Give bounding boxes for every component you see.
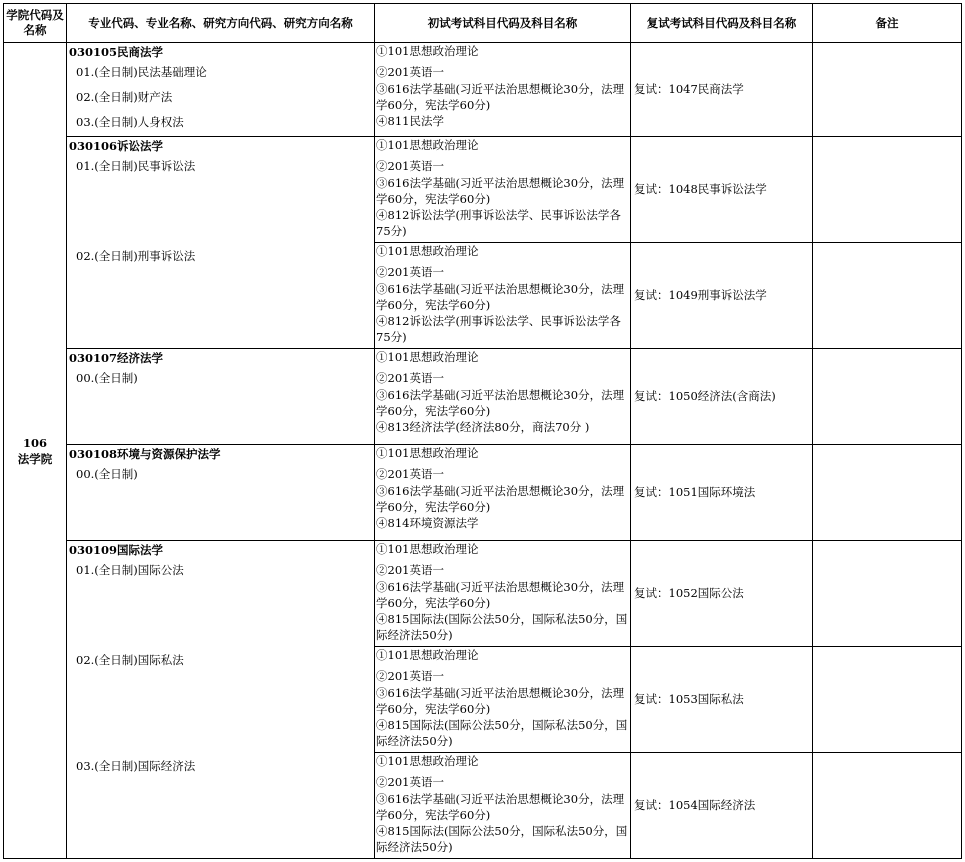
subject-item: ①101思想政治理论 xyxy=(376,542,479,556)
subject-item: ④815国际法(国际公法50分，国际私法50分，国际经济法50分) xyxy=(376,718,628,748)
college-name: 法学院 xyxy=(17,451,53,466)
table-row xyxy=(4,43,962,137)
subject-item: ④815国际法(国际公法50分，国际私法50分，国际经济法50分) xyxy=(376,824,628,854)
note-cell xyxy=(813,445,962,541)
admission-table xyxy=(3,3,962,859)
subject-item: ①101思想政治理论 xyxy=(376,44,479,58)
subject-item: ③616法学基础(习近平法治思想概论30分，法理学60分，宪法学60分) xyxy=(376,82,625,112)
major-cell xyxy=(67,349,375,445)
major-title: 030105民商法学 xyxy=(69,45,164,59)
subject-item: ①101思想政治理论 xyxy=(376,648,479,662)
retest-cell: 复试：1047民商法学 xyxy=(631,43,813,137)
direction-item: 03.(全日制)人身权法 xyxy=(76,115,184,129)
subject-item: ③616法学基础(习近平法治思想概论30分，法理学60分，宪法学60分) xyxy=(376,282,625,312)
subject-item: ③616法学基础(习近平法治思想概论30分，法理学60分，宪法学60分) xyxy=(376,580,625,610)
subject-item: ③616法学基础(习近平法治思想概论30分，法理学60分，宪法学60分) xyxy=(376,686,625,716)
direction-item: 01.(全日制)国际公法 xyxy=(76,563,184,577)
subject-item: ②201英语一 xyxy=(376,159,444,173)
subject-item: ④812诉讼法学(刑事诉讼法学、民事诉讼法学各75分) xyxy=(376,314,621,344)
subject-item: ①101思想政治理论 xyxy=(376,138,479,152)
retest-cell: 复试：1054国际经济法 xyxy=(631,753,813,859)
note-cell xyxy=(813,753,962,859)
direction-item: 02.(全日制)刑事诉讼法 xyxy=(76,248,196,263)
retest-cell: 复试：1048民事诉讼法学 xyxy=(631,137,813,243)
retest-cell: 复试：1049刑事诉讼法学 xyxy=(631,243,813,349)
header-note: 备注 xyxy=(813,4,962,43)
initial-subjects-cell xyxy=(375,349,631,445)
subject-item: ③616法学基础(习近平法治思想概论30分，法理学60分，宪法学60分) xyxy=(376,484,625,514)
table-body xyxy=(4,43,962,859)
retest-cell: 复试：1053国际私法 xyxy=(631,647,813,753)
major-title: 030107经济法学 xyxy=(69,351,164,365)
subject-item: ②201英语一 xyxy=(376,467,444,481)
subject-item: ④811民法学 xyxy=(376,114,444,128)
direction-item: 00.(全日制) xyxy=(76,371,138,385)
initial-subjects-cell xyxy=(375,541,631,647)
subject-item: ④813经济法学(经济法80分，商法70分 ) xyxy=(376,420,590,434)
table-row xyxy=(4,445,962,541)
direction-item: 02.(全日制)财产法 xyxy=(76,90,173,104)
header-row xyxy=(4,4,962,43)
subject-item: ②201英语一 xyxy=(376,65,444,79)
subject-item: ①101思想政治理论 xyxy=(376,446,479,460)
subject-item: ②201英语一 xyxy=(376,265,444,279)
subject-item: ④812诉讼法学(刑事诉讼法学、民事诉讼法学各75分) xyxy=(376,208,621,238)
initial-subjects-cell xyxy=(375,243,631,349)
note-cell xyxy=(813,349,962,445)
major-cell xyxy=(67,445,375,541)
retest-cell: 复试：1050经济法(含商法) xyxy=(631,349,813,445)
subject-item: ①101思想政治理论 xyxy=(376,754,479,768)
subject-item: ①101思想政治理论 xyxy=(376,350,479,364)
header-college: 学院代码及名称 xyxy=(4,4,67,43)
direction-item: 03.(全日制)国际经济法 xyxy=(76,758,196,773)
initial-subjects-cell xyxy=(375,753,631,859)
subject-item: ②201英语一 xyxy=(376,371,444,385)
initial-subjects-cell xyxy=(375,647,631,753)
header-initial-exam: 初试考试科目代码及科目名称 xyxy=(375,4,631,43)
initial-subjects-cell xyxy=(375,137,631,243)
table-row xyxy=(4,541,962,647)
subject-item: ③616法学基础(习近平法治思想概论30分，法理学60分，宪法学60分) xyxy=(376,176,625,206)
table-row xyxy=(4,349,962,445)
subject-item: ①101思想政治理论 xyxy=(376,244,479,258)
note-cell xyxy=(813,541,962,647)
college-cell xyxy=(4,43,67,859)
initial-subjects-cell xyxy=(375,43,631,137)
subject-item: ③616法学基础(习近平法治思想概论30分，法理学60分，宪法学60分) xyxy=(376,388,625,418)
major-cell xyxy=(67,137,375,349)
note-cell xyxy=(813,137,962,243)
note-cell xyxy=(813,243,962,349)
direction-item: 01.(全日制)民法基础理论 xyxy=(76,65,207,79)
subject-item: ②201英语一 xyxy=(376,563,444,577)
table-row xyxy=(4,137,962,243)
major-title: 030106诉讼法学 xyxy=(69,139,164,153)
retest-cell: 复试：1052国际公法 xyxy=(631,541,813,647)
subject-item: ②201英语一 xyxy=(376,669,444,683)
header-retest: 复试考试科目代码及科目名称 xyxy=(631,4,813,43)
major-title: 030109国际法学 xyxy=(69,543,164,557)
direction-item: 02.(全日制)国际私法 xyxy=(76,652,184,667)
retest-cell: 复试：1051国际环境法 xyxy=(631,445,813,541)
subject-item: ③616法学基础(习近平法治思想概论30分，法理学60分，宪法学60分) xyxy=(376,792,625,822)
major-cell xyxy=(67,43,375,137)
major-title: 030108环境与资源保护法学 xyxy=(69,447,221,461)
direction-item: 00.(全日制) xyxy=(76,467,138,481)
direction-item: 01.(全日制)民事诉讼法 xyxy=(76,159,196,173)
header-major: 专业代码、专业名称、研究方向代码、研究方向名称 xyxy=(67,4,375,43)
subject-item: ④814环境资源法学 xyxy=(376,516,479,530)
subject-item: ②201英语一 xyxy=(376,775,444,789)
note-cell xyxy=(813,43,962,137)
subject-item: ④815国际法(国际公法50分，国际私法50分，国际经济法50分) xyxy=(376,612,628,642)
initial-subjects-cell xyxy=(375,445,631,541)
note-cell xyxy=(813,647,962,753)
college-code: 106 xyxy=(22,435,47,450)
major-cell xyxy=(67,541,375,859)
